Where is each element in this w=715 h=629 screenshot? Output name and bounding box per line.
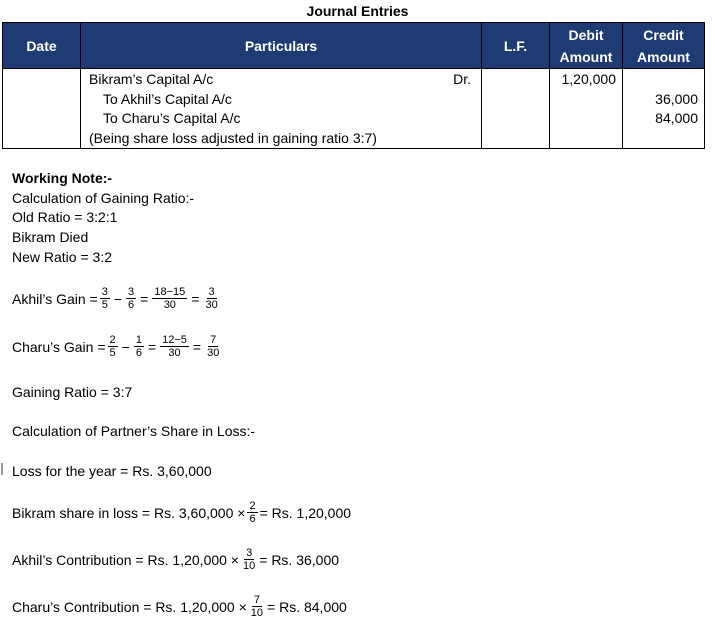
fraction: $\frac{12-5}{30}$ [162, 334, 187, 359]
table-header-row [3, 23, 705, 69]
gain-heading: Calculation of Gaining Ratio:- [12, 190, 195, 206]
header-date: Date [3, 23, 81, 69]
equals-sign: = [192, 338, 202, 355]
cell-debit [550, 69, 623, 149]
fraction: $\frac{3}{30}$ [205, 286, 218, 311]
header-credit-line1: Credit [643, 26, 684, 43]
akhil-contribution-result: = Rs. 36,000 [259, 551, 340, 568]
fraction: $\frac{3}{6}$ [128, 286, 135, 311]
header-credit-line2: Amount [637, 48, 690, 65]
header-debit-line1: Debit [568, 26, 604, 43]
akhil-contribution-equation [12, 547, 339, 572]
journal-table [2, 22, 705, 149]
debit-amount: 1,20,000 [561, 71, 616, 87]
margin-marker [1, 463, 3, 475]
fraction: $\frac{2}{5}$ [109, 334, 116, 359]
credit-amount-2: 84,000 [655, 110, 698, 126]
debit-account-line [81, 70, 481, 90]
old-ratio: Old Ratio = 3:2:1 [12, 209, 118, 225]
fraction: $\frac{3}{10}$ [243, 547, 256, 572]
fraction: $\frac{1}{6}$ [135, 334, 142, 359]
charu-contribution-equation [12, 594, 347, 619]
credit-amount-1: 36,000 [655, 90, 698, 107]
charu-gain-equation [12, 334, 223, 359]
credit-account-2: To Charu’s Capital A/c [103, 110, 241, 126]
akhil-gain-equation [12, 286, 222, 311]
akhil-contribution-label: Akhil’s Contribution = Rs. 1,20,000 × [12, 551, 239, 568]
bikram-share-label: Bikram share in loss = Rs. 3,60,000 × [12, 504, 246, 521]
header-debit-line2: Amount [559, 48, 613, 65]
loss-heading: Calculation of Partner’s Share in Loss:- [12, 423, 256, 439]
debit-account: Bikram’s Capital A/c [89, 71, 214, 87]
cell-credit [623, 69, 705, 149]
narration: (Being share loss adjusted in gaining ratio 3:7) [89, 129, 377, 146]
charu-gain-label: Charu’s Gain = [12, 338, 106, 355]
fraction: $\frac{2}{6}$ [249, 500, 256, 525]
fraction: $\frac{7}{10}$ [250, 594, 264, 619]
charu-contribution-result: = Rs. 84,000 [267, 598, 347, 615]
fraction: $\frac{7}{30}$ [207, 334, 220, 359]
bikram-died: Bikram Died [12, 229, 89, 245]
table-row [3, 69, 705, 149]
equals-sign: = [191, 290, 200, 307]
equals-sign: = [147, 338, 157, 355]
akhil-gain-label: Akhil’s Gain = [12, 290, 98, 307]
loss-for-year: Loss for the year = Rs. 3,60,000 [12, 463, 212, 479]
credit-account-1: To Akhil’s Capital A/c [103, 90, 232, 107]
header-credit [623, 23, 705, 69]
working-note-heading: Working Note:- [12, 170, 113, 186]
bikram-share-result: = Rs. 1,20,000 [259, 504, 352, 521]
cell-particulars [81, 69, 482, 149]
header-lf: L.F. [482, 23, 550, 69]
new-ratio: New Ratio = 3:2 [12, 249, 112, 265]
journal-title: Journal Entries [306, 3, 409, 19]
header-debit [550, 23, 623, 69]
minus-sign: − [121, 338, 130, 355]
bikram-share-equation [12, 500, 351, 525]
header-particulars: Particulars [81, 23, 482, 69]
fraction: $\frac{3}{5}$ [101, 286, 108, 311]
cell-lf [482, 69, 550, 149]
equals-sign: = [140, 290, 149, 307]
cell-date [3, 69, 81, 149]
dr-label: Dr. [453, 71, 471, 87]
fraction: $\frac{18-15}{30}$ [154, 286, 186, 311]
gaining-ratio: Gaining Ratio = 3:7 [12, 384, 133, 400]
charu-contribution-label: Charu’s Contribution = Rs. 1,20,000 × [12, 598, 247, 615]
minus-sign: − [113, 290, 123, 307]
